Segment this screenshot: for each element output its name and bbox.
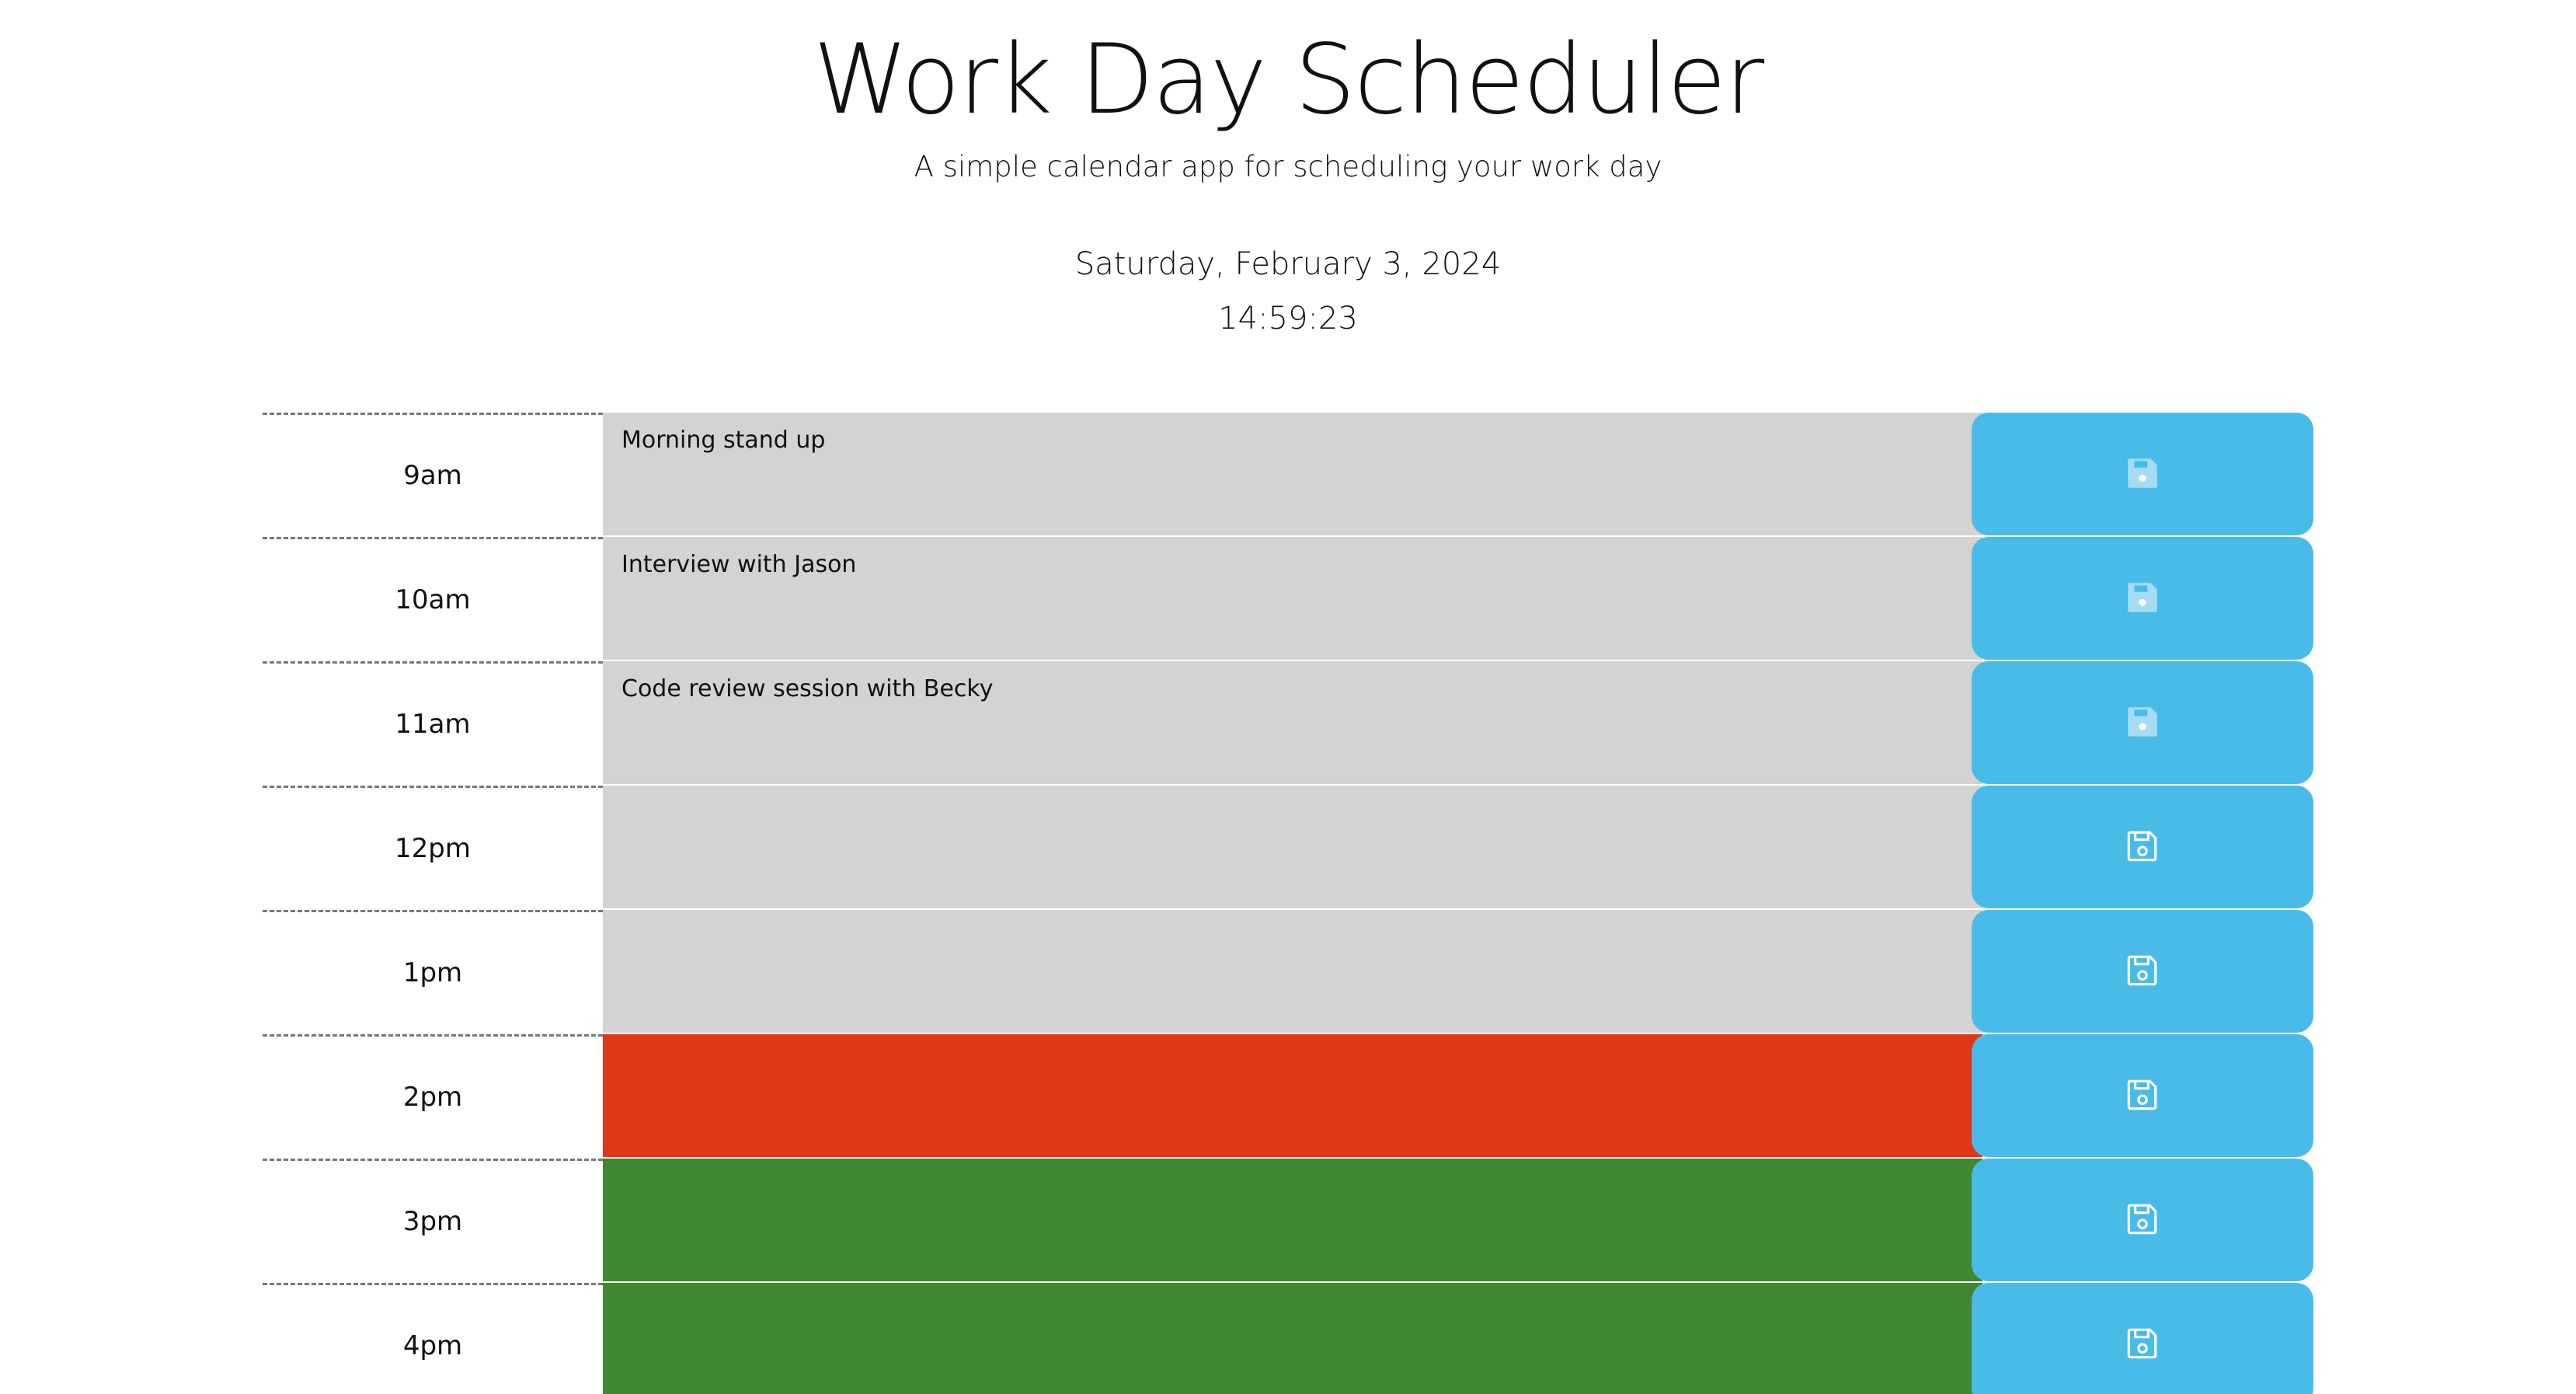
time-block-row: [263, 910, 2313, 1033]
event-description-input[interactable]: [603, 1159, 1982, 1281]
floppy-disk-outline-icon: [2123, 1075, 2162, 1117]
time-block-row: [263, 1034, 2313, 1157]
time-block-row: [263, 661, 2313, 784]
event-description-input[interactable]: [603, 786, 1982, 908]
save-button[interactable]: [1972, 1159, 2313, 1281]
hour-label: 12pm: [263, 786, 603, 908]
current-date: Saturday, February 3, 2024: [1074, 246, 1502, 282]
page-subtitle: A simple calendar app for scheduling your work day: [914, 150, 1662, 183]
page-header: [0, 0, 2576, 339]
current-time: 14:59:23: [1218, 301, 1358, 336]
save-button[interactable]: [1972, 910, 2313, 1033]
event-description-input[interactable]: [603, 1034, 1982, 1157]
floppy-disk-outline-icon: [2123, 1324, 2162, 1365]
hour-label: 2pm: [263, 1034, 603, 1157]
hour-label: 1pm: [263, 910, 603, 1033]
time-block-row: [263, 786, 2313, 908]
time-block-row: [263, 537, 2313, 660]
time-block-row: [263, 1159, 2313, 1281]
page-title: Work Day Scheduler: [813, 24, 1763, 136]
floppy-disk-outline-icon: [2123, 1200, 2162, 1241]
floppy-disk-solid-icon: [2123, 702, 2162, 744]
event-description-input[interactable]: [603, 537, 1982, 660]
hour-label: 4pm: [263, 1283, 603, 1394]
save-button[interactable]: [1972, 1034, 2313, 1157]
hour-label: 9am: [263, 413, 603, 535]
event-description-input[interactable]: [603, 910, 1982, 1033]
save-button[interactable]: [1972, 537, 2313, 660]
save-button[interactable]: [1972, 786, 2313, 908]
hour-label: 10am: [263, 537, 603, 660]
save-button[interactable]: [1972, 1283, 2313, 1394]
schedule-container: [263, 413, 2313, 1394]
floppy-disk-outline-icon: [2123, 951, 2162, 992]
hour-label: 3pm: [263, 1159, 603, 1281]
save-button[interactable]: [1972, 413, 2313, 535]
event-description-input[interactable]: [603, 661, 1982, 784]
floppy-disk-solid-icon: [2123, 578, 2162, 619]
hour-label: 11am: [263, 661, 603, 784]
floppy-disk-solid-icon: [2123, 454, 2162, 495]
time-block-row: [263, 413, 2313, 535]
floppy-disk-outline-icon: [2123, 827, 2162, 868]
event-description-input[interactable]: [603, 413, 1982, 535]
save-button[interactable]: [1972, 661, 2313, 784]
event-description-input[interactable]: [603, 1283, 1982, 1394]
time-block-row: [263, 1283, 2313, 1394]
